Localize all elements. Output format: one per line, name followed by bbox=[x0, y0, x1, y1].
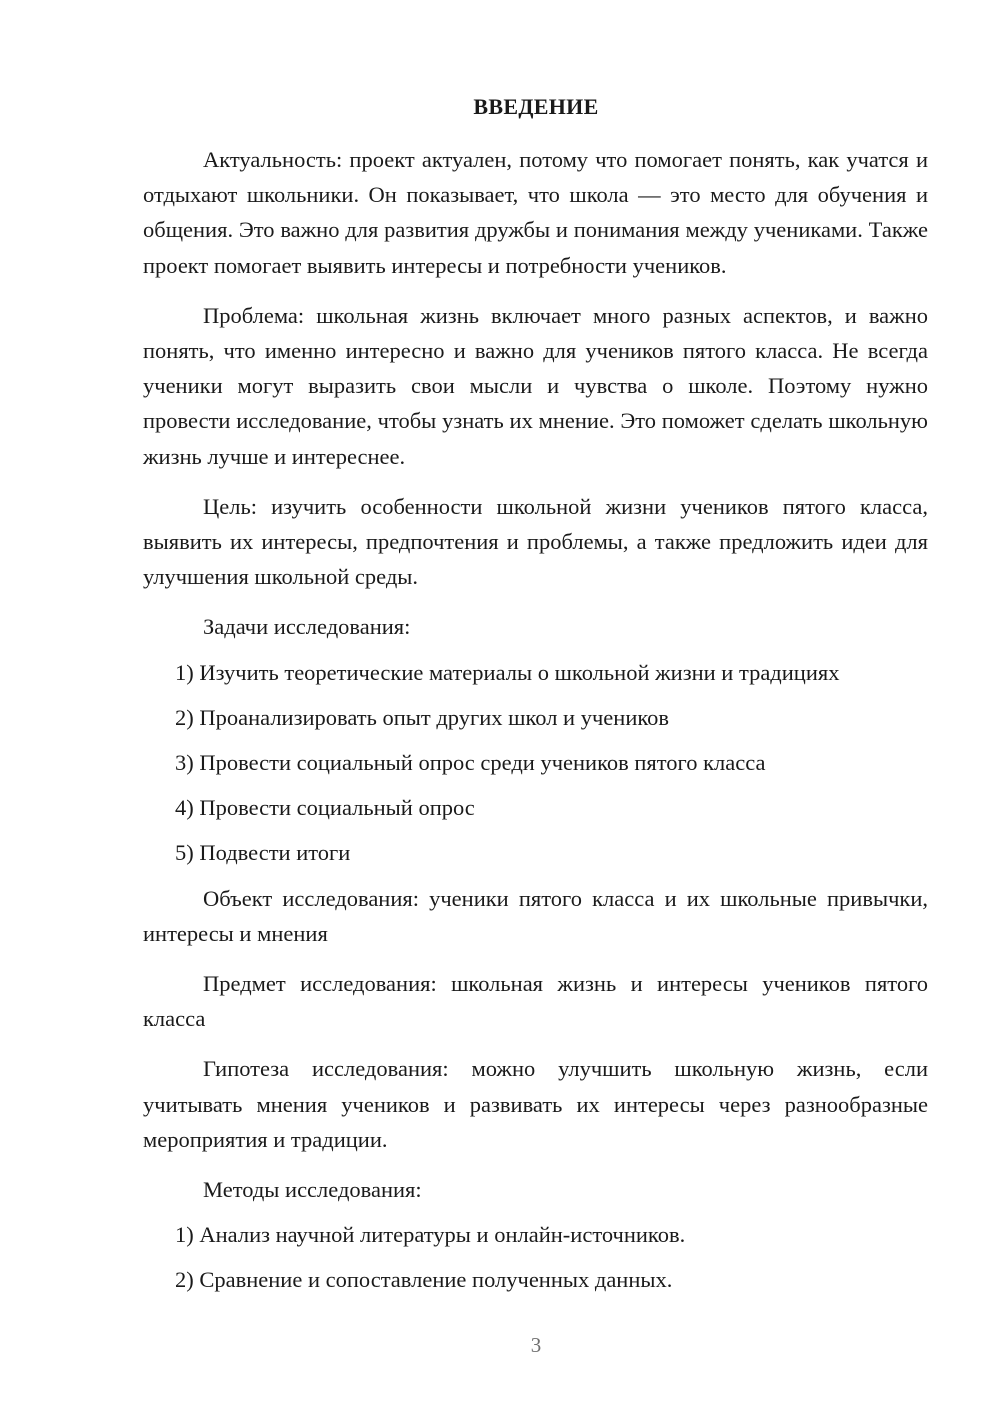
section-heading: ВВЕДЕНИЕ bbox=[473, 94, 599, 119]
goal-paragraph: Цель: изучить особенности школьной жизни учеников пятого класса, выявить их интересы, предпочтения и проблемы, а также предложить идеи для улучшения школьной среды. bbox=[143, 493, 928, 590]
subject-paragraph: Предмет исследования: школьная жизнь и интересы учеников пятого класса bbox=[143, 971, 928, 1032]
methods-title: Методы исследования: bbox=[203, 1177, 422, 1203]
tasks-title: Задачи исследования: bbox=[203, 614, 411, 640]
object-paragraph: Объект исследования: ученики пятого класса и их школьные привычки, интересы и мнения bbox=[143, 885, 928, 946]
relevance-paragraph: Актуальность: проект актуален, потому что помогает понять, как учатся и отдыхают школьники. Он показывает, что школа — это место для обучения и общения. Это важно для развития дружбы и понимания между учениками. Также проект помогает выявить интересы и потребности учеников. bbox=[143, 147, 928, 278]
hypothesis-paragraph: Гипотеза исследования: можно улучшить школьную жизнь, если учитывать мнения учеников и развивать их интересы через разнообразные мероприятия и традиции. bbox=[143, 1056, 928, 1152]
task-item-2: 2) Проанализировать опыт других школ и учеников bbox=[175, 704, 670, 730]
task-item-3: 3) Провести социальный опрос среди учеников пятого класса bbox=[175, 750, 766, 776]
task-item-4: 4) Провести социальный опрос bbox=[175, 795, 475, 821]
method-item-2: 2) Сравнение и сопоставление полученных данных. bbox=[175, 1267, 673, 1293]
page-number: 3 bbox=[530, 1333, 542, 1357]
task-item-1: 1) Изучить теоретические материалы о школьной жизни и традициях bbox=[175, 659, 840, 685]
problem-paragraph: Проблема: школьная жизнь включает много разных аспектов, и важно понять, что именно интересно и важно для учеников пятого класса. Не всегда ученики могут выразить свои мысли и чувства о школе. Поэтому нужно провести исследование, чтобы узнать их мнение. Это поможет сделать школьную жизнь лучше и интереснее. bbox=[143, 302, 928, 469]
document-body bbox=[143, 142, 928, 1308]
task-item-5: 5) Подвести итоги bbox=[175, 840, 351, 866]
method-item-1: 1) Анализ научной литературы и онлайн-источников. bbox=[175, 1222, 686, 1248]
